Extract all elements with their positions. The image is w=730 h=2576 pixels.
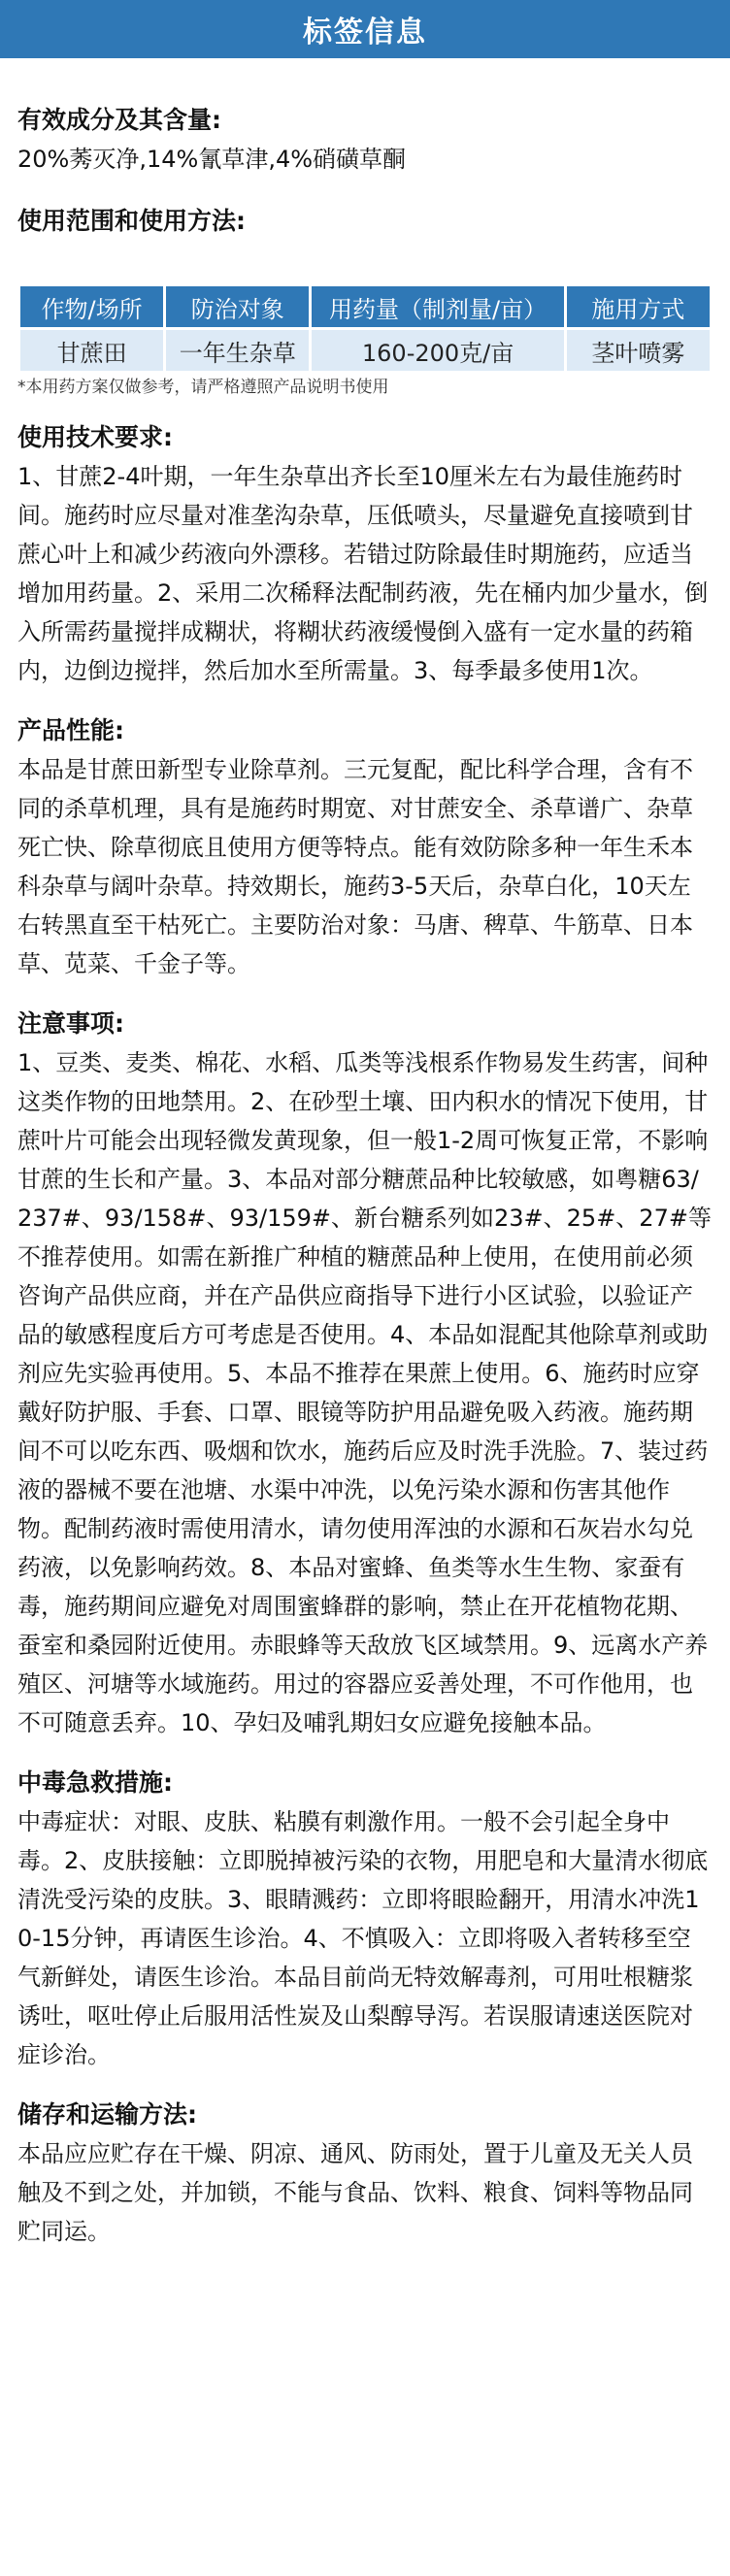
active-ingredients-title: 有效成分及其含量: <box>17 106 221 134</box>
table-cell-target: 一年生杂草 <box>166 330 309 371</box>
storage-text: 本品应应贮存在干燥、阴凉、通风、防雨处，置于儿童及无关人员触及不到之处，并加锁，不能与食品、饮料、粮食、饲料等物品同贮同运。 <box>17 2140 693 2245</box>
precautions-title: 注意事项: <box>17 1009 124 1038</box>
precautions-section <box>17 1005 713 1742</box>
table-header-target: 防治对象 <box>166 286 309 327</box>
usage-table-wrap <box>17 241 713 401</box>
product-performance-text: 本品是甘蔗田新型专业除草剂。三元复配，配比科学合理，含有不同的杀草机理，具有是施药时期宽、对甘蔗安全、杀草谱广、杂草死亡快、除草彻底且使用方便等特点。能有效防除多种一年生禾本科杂草与阔叶杂草。持效期长，施药3-5天后，杂草白化，10天左右转黑直至干枯死亡。主要防治对象：马唐、稗草、牛筋草、日本草、苋菜、千金子等。 <box>17 756 693 977</box>
label-info-header <box>0 0 730 58</box>
usage-table-header-row <box>20 286 710 327</box>
scope-method-section <box>17 179 713 241</box>
content <box>0 58 730 2251</box>
product-performance-section <box>17 711 713 983</box>
storage-title: 储存和运输方法: <box>17 2100 197 2129</box>
technical-requirements-section <box>17 418 713 690</box>
first-aid-text: 中毒症状：对眼、皮肤、粘膜有刺激作用。一般不会引起全身中毒。2、皮肤接触：立即脱掉被污染的衣物，用肥皂和大量清水彻底清洗受污染的皮肤。3、眼睛溅药：立即将眼睑翻开，用清水冲洗10-15分钟，再请医生诊治。4、不慎吸入：立即将吸入者转移至空气新鲜处，请医生诊治。本品目前尚无特效解毒剂，可用吐根糖浆诱吐，呕吐停止后服用活性炭及山梨醇导泻。若误服请速送医院对症诊治。 <box>17 1808 709 2068</box>
scope-method-title: 使用范围和使用方法: <box>17 207 246 235</box>
table-row <box>20 330 710 371</box>
precautions-text: 1、豆类、麦类、棉花、水稻、瓜类等浅根系作物易发生药害，间种这类作物的田地禁用。2、在砂型土壤、田内积水的情况下使用，甘蔗叶片可能会出现轻微发黄现象，但一般1-2周可恢复正常，不影响甘蔗的生长和产量。3、本品对部分糖蔗品种比较敏感，如粤糖63/237#、93/158#、93/159#、新台糖系列如23#、25#、27#等不推荐使用。如需在新推广种植的糖蔗品种上使用，在使用前必须咨询产品供应商，并在产品供应商指导下进行小区试验，以验证产品的敏感程度后方可考虑是否使用。4、本品如混配其他除草剂或助剂应先实验再使用。5、本品不推荐在果蔗上使用。6、施药时应穿戴好防护服、手套、口罩、眼镜等防护用品避免吸入药液。施药期间不可以吃东西、吸烟和饮水，施药后应及时洗手洗脸。7、装过药液的器械不要在池塘、水渠中冲洗，以免污染水源和伤害其他作物。配制药液时需使用清水，请勿使用浑浊的水源和石灰岩水勾兑药液，以免影响药效。8、本品对蜜蜂、鱼类等水生生物、家蚕有毒，施药期间应避免对周围蜜蜂群的影响，禁止在开花植物花期、蚕室和桑园附近使用。赤眼蜂等天敌放飞区域禁用。9、远离水产养殖区、河塘等水域施药。用过的容器应妥善处理，不可作他用，也不可随意丢弃。10、孕妇及哺乳期妇女应避免接触本品。 <box>17 1049 712 1736</box>
table-cell-dosage: 160-200克/亩 <box>312 330 563 371</box>
table-header-dosage: 用药量（制剂量/亩） <box>312 286 563 327</box>
storage-section <box>17 2096 713 2251</box>
table-header-method: 施用方式 <box>567 286 710 327</box>
table-cell-method: 茎叶喷雾 <box>567 330 710 371</box>
active-ingredients-section <box>17 58 713 179</box>
first-aid-section <box>17 1764 713 2074</box>
table-cell-crop: 甘蔗田 <box>20 330 163 371</box>
usage-note: *本用药方案仅做参考，请严格遵照产品说明书使用 <box>17 378 389 397</box>
usage-table <box>17 283 713 374</box>
product-performance-title: 产品性能: <box>17 716 124 744</box>
active-ingredients-text: 20%莠灭净,14%氰草津,4%硝磺草酮 <box>17 146 407 173</box>
technical-requirements-title: 使用技术要求: <box>17 423 173 451</box>
first-aid-title: 中毒急救措施: <box>17 1768 173 1797</box>
table-header-crop: 作物/场所 <box>20 286 163 327</box>
page-title: 标签信息 <box>303 16 427 50</box>
technical-requirements-text: 1、甘蔗2-4叶期，一年生杂草出齐长至10厘米左右为最佳施药时间。施药时应尽量对准垄沟杂草，压低喷头，尽量避免直接喷到甘蔗心叶上和减少药液向外漂移。若错过防除最佳时期施药，应适当增加用药量。2、采用二次稀释法配制药液，先在桶内加少量水，倒入所需药量搅拌成糊状，将糊状药液缓慢倒入盛有一定水量的药箱内，边倒边搅拌，然后加水至所需量。3、每季最多使用1次。 <box>17 463 709 684</box>
